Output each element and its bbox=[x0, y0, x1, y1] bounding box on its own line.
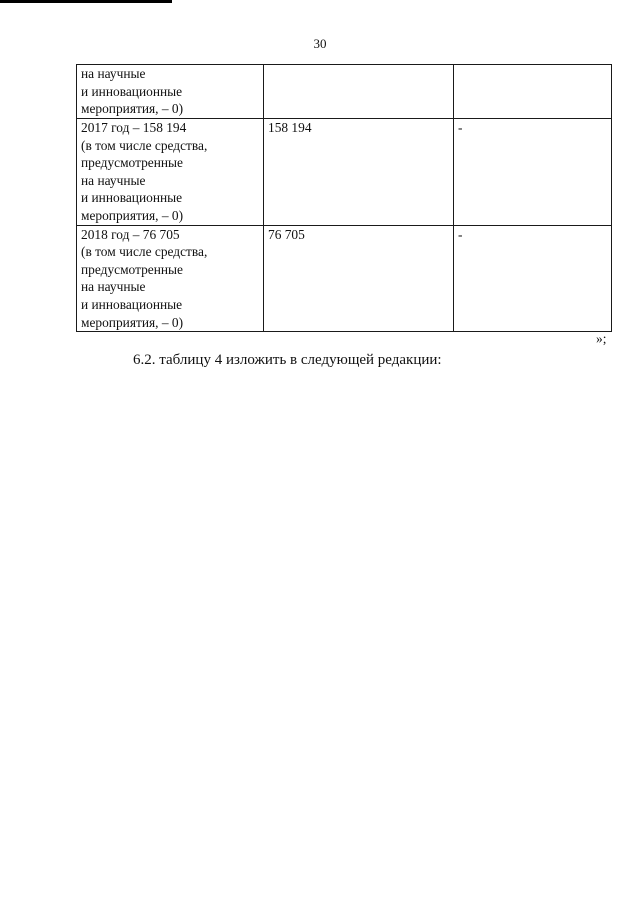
funding-table bbox=[76, 64, 612, 332]
top-rule bbox=[0, 0, 172, 3]
other-text: - bbox=[458, 226, 463, 242]
table-cell-other bbox=[454, 119, 612, 226]
table-cell-amount bbox=[264, 119, 454, 226]
year-text: 2017 год – 158 194 (в том числе средства, предусмотренные на научные и инновационные мероприятия, – 0) bbox=[81, 120, 208, 223]
table-row bbox=[77, 225, 612, 332]
table-cell-year bbox=[77, 65, 264, 119]
table-cell-other bbox=[454, 225, 612, 332]
year-text: 2018 год – 76 705 (в том числе средства, предусмотренные на научные и инновационные мероприятия, – 0) bbox=[81, 226, 208, 330]
table-row bbox=[77, 65, 612, 119]
other-text: - bbox=[458, 120, 463, 135]
table-cell-other bbox=[454, 65, 612, 119]
table-cell-year bbox=[77, 119, 264, 226]
year-text: на научные и инновационные мероприятия, – 0) bbox=[81, 66, 184, 117]
table-cell-amount bbox=[264, 225, 454, 332]
amendment-paragraph: 6.2. таблицу 4 изложить в следующей редакции: bbox=[133, 352, 442, 368]
amount-text: 76 705 bbox=[268, 226, 305, 242]
page-number: 30 bbox=[313, 36, 327, 51]
table-row bbox=[77, 119, 612, 226]
table-cell-amount bbox=[264, 65, 454, 119]
table-cell-year bbox=[77, 225, 264, 332]
closing-quote-mark: »; bbox=[596, 331, 607, 346]
amount-text: 158 194 bbox=[268, 120, 312, 135]
